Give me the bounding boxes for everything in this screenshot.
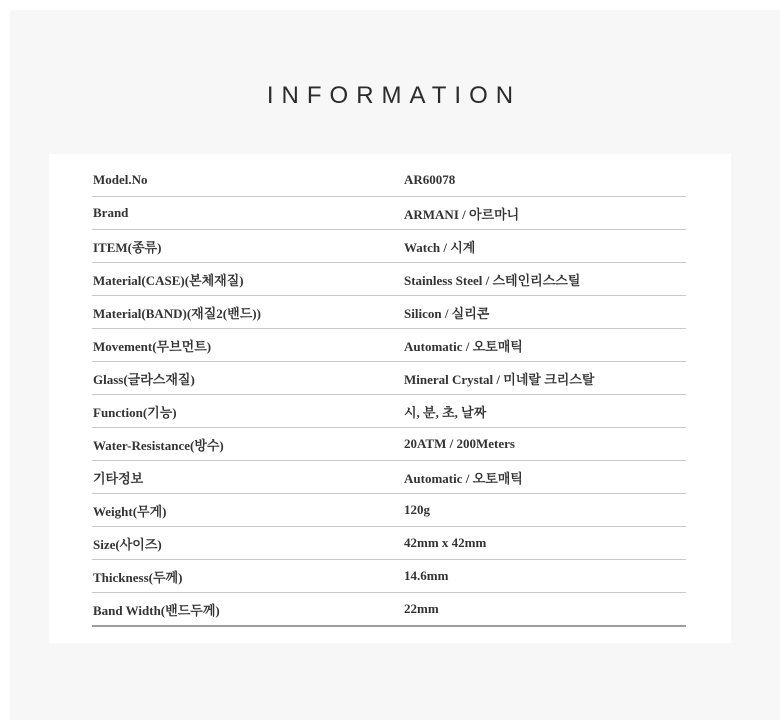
spec-value: Automatic / 오토매틱 [404, 470, 523, 486]
spec-row-item [92, 230, 686, 263]
spec-value: 22mm [404, 601, 439, 616]
spec-value: Silicon / 실리콘 [404, 305, 490, 321]
spec-value: 20ATM / 200Meters [404, 436, 515, 451]
spec-label: Weight(무게) [93, 503, 167, 519]
spec-row-other-info [92, 461, 686, 494]
spec-value: AR60078 [404, 172, 456, 187]
spec-value: Stainless Steel / 스테인리스스틸 [404, 272, 581, 288]
spec-label: Size(사이즈) [93, 536, 162, 552]
spec-value: 42mm x 42mm [404, 535, 487, 550]
spec-label: Function(기능) [93, 404, 177, 420]
spec-value: Mineral Crystal / 미네랄 크리스탈 [404, 371, 595, 387]
spec-value: 14.6mm [404, 568, 449, 583]
spec-row-material-band [92, 296, 686, 329]
spec-row-material-case [92, 263, 686, 296]
spec-row-water-resistance [92, 428, 686, 461]
spec-label: Thickness(두께) [93, 569, 183, 585]
spec-label: Band Width(밴드두께) [93, 602, 220, 618]
spec-row-model-no [92, 164, 686, 197]
spec-row-glass [92, 362, 686, 395]
spec-label: 기타정보 [93, 470, 144, 486]
spec-table [92, 164, 686, 627]
spec-label: Model.No [93, 172, 148, 187]
spec-card [49, 154, 731, 643]
spec-label: ITEM(종류) [93, 239, 162, 255]
spec-row-size [92, 527, 686, 560]
spec-label: Movement(무브먼트) [93, 338, 212, 354]
spec-row-brand [92, 197, 686, 230]
spec-value: Watch / 시계 [404, 239, 476, 255]
spec-value: ARMANI / 아르마니 [404, 206, 520, 222]
spec-label: Glass(글라스재질) [93, 371, 195, 387]
spec-value: 120g [404, 502, 430, 517]
spec-row-weight [92, 494, 686, 527]
spec-label: Material(BAND)(재질2(밴드)) [93, 305, 261, 321]
spec-row-function [92, 395, 686, 428]
spec-value: Automatic / 오토매틱 [404, 338, 523, 354]
section-title: INFORMATION [266, 82, 522, 109]
spec-label: Brand [93, 205, 129, 220]
spec-label: Water-Resistance(방수) [93, 437, 224, 453]
spec-label: Material(CASE)(본체재질) [93, 272, 244, 288]
spec-value: 시, 분, 초, 날짜 [404, 404, 487, 420]
spec-row-band-width [92, 593, 686, 627]
spec-row-movement [92, 329, 686, 362]
spec-row-thickness [92, 560, 686, 593]
